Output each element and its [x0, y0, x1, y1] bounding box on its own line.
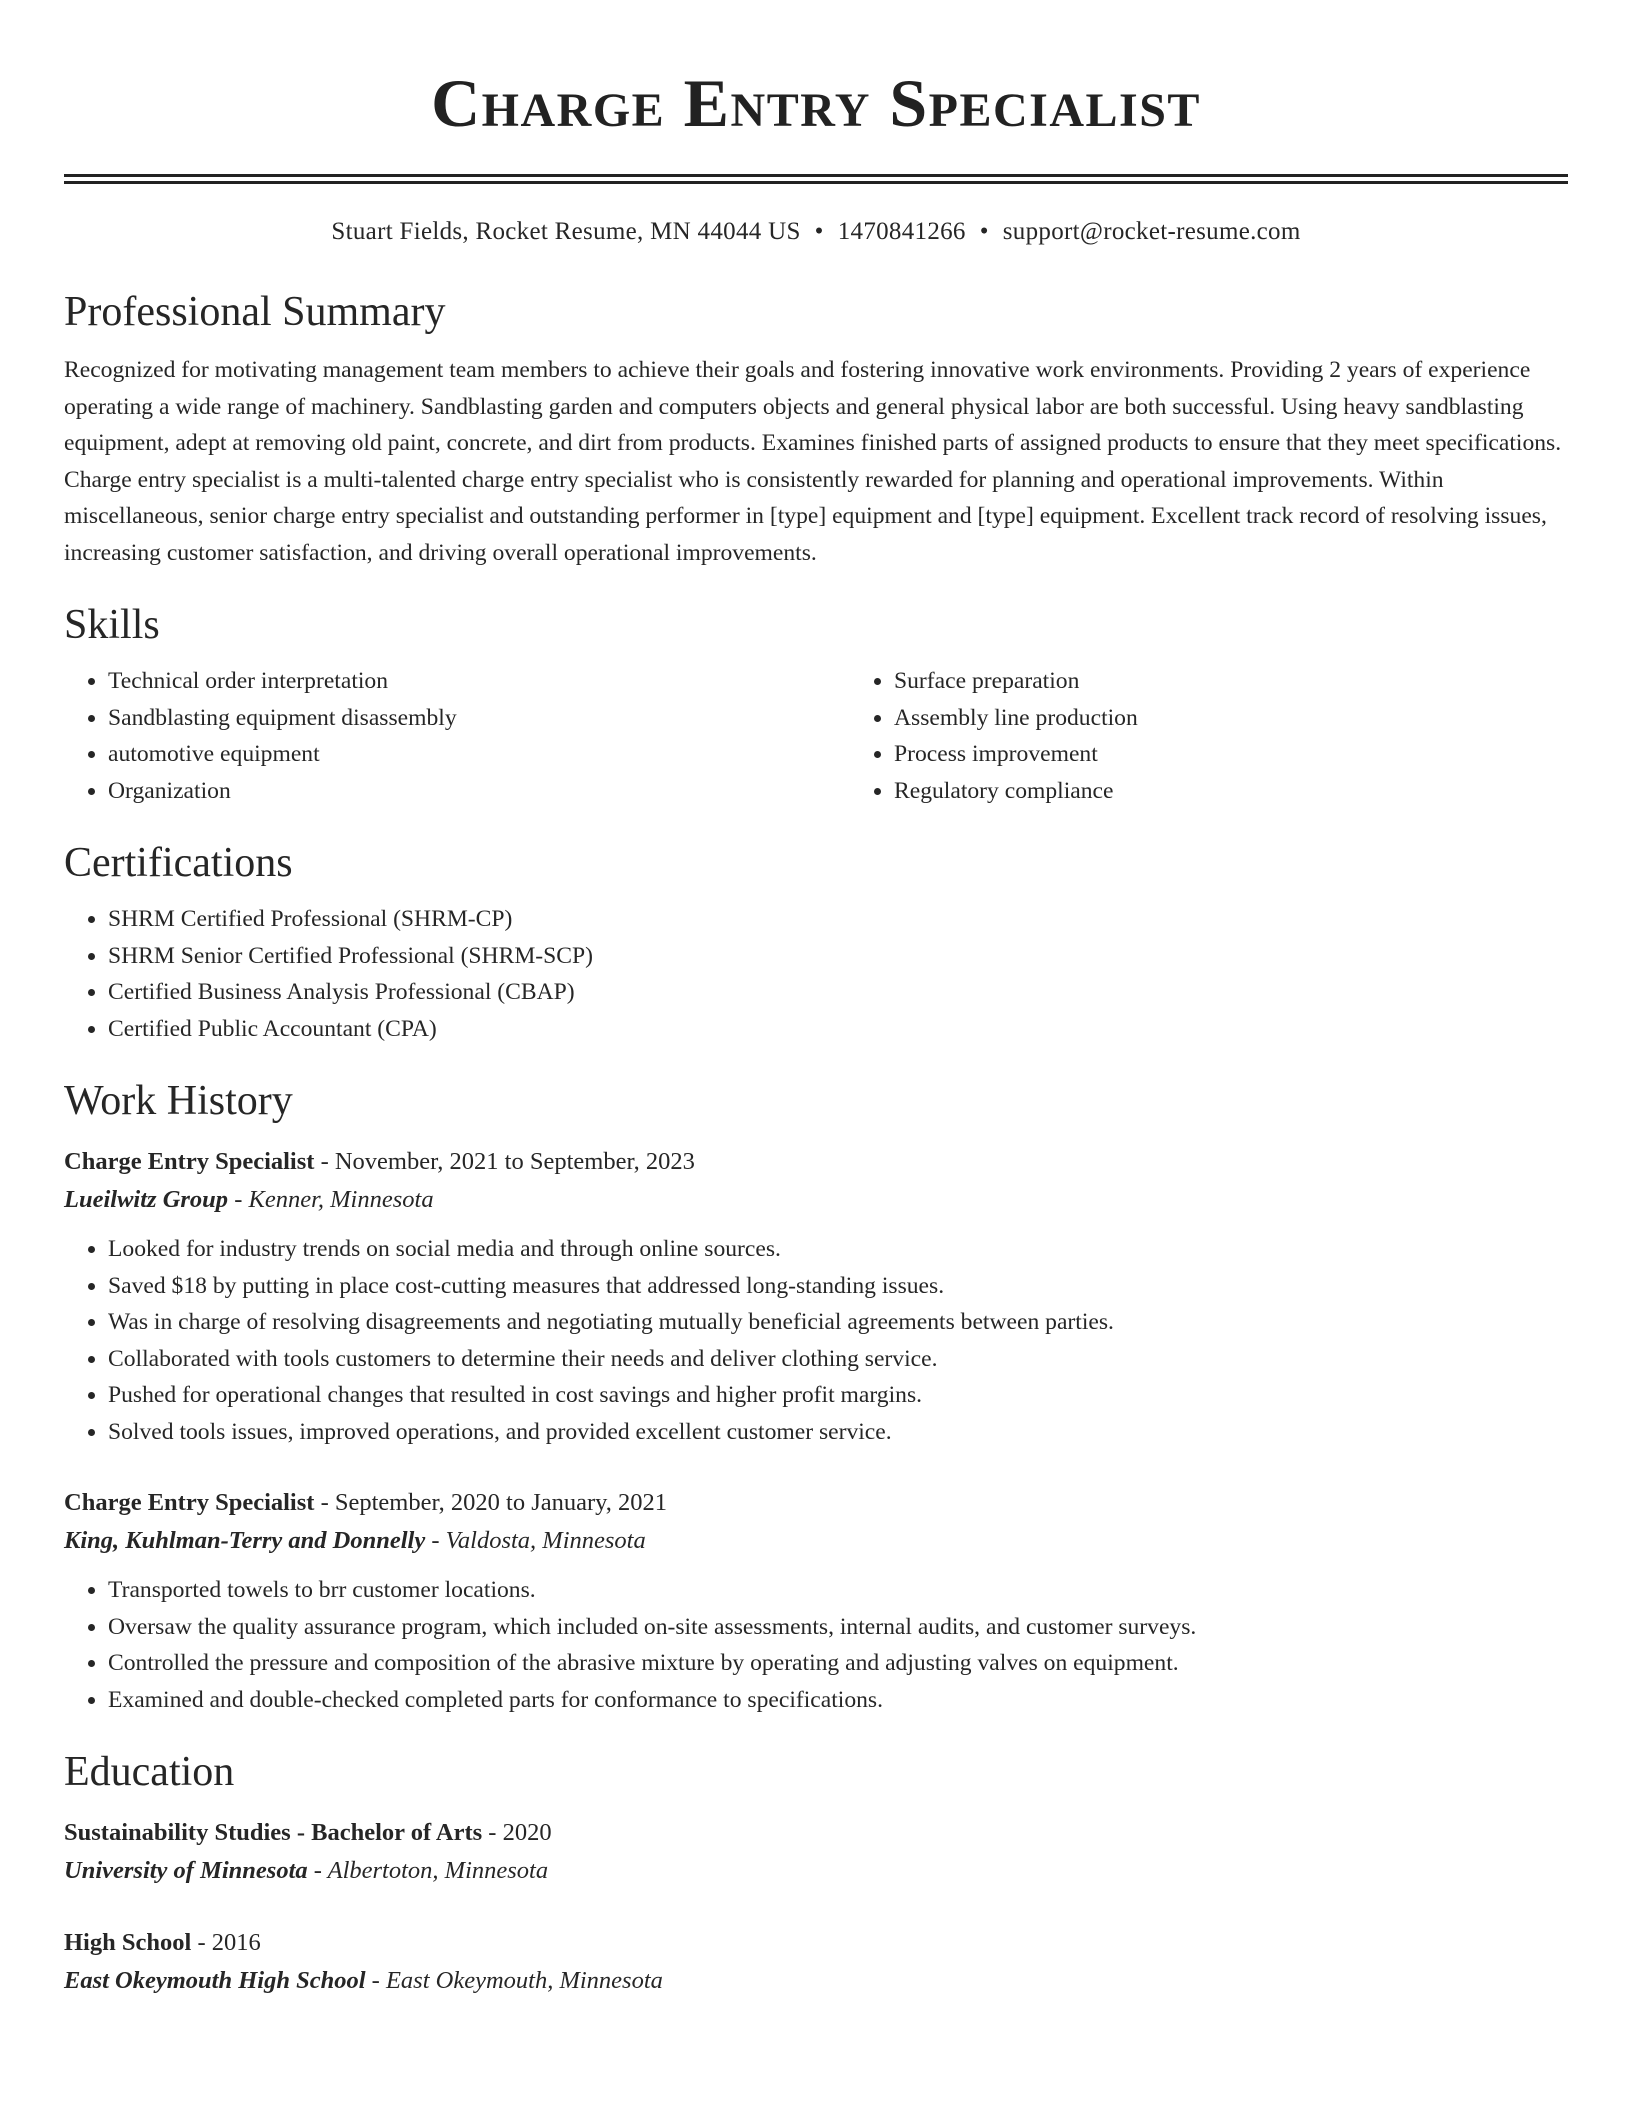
job-bullet: • Saved $18 by putting in place cost-cutting measures that addressed long-standing issues.: [108, 1268, 1568, 1305]
contact-email: support@rocket-resume.com: [1002, 218, 1301, 245]
skill-item: • Assembly line production: [894, 700, 1632, 737]
job-dates: September, 2020 to January, 2021: [334, 1489, 668, 1516]
contact-address: Stuart Fields, Rocket Resume, MN 44044 US: [331, 218, 801, 245]
certification-item: • Certified Business Analysis Professional (CBAP): [108, 974, 1568, 1011]
contact-separator: •: [814, 218, 824, 245]
skills-list: [64, 653, 1568, 809]
contact-separator: •: [979, 218, 989, 245]
education-school: East Okeymouth High School: [64, 1967, 366, 1994]
skills-heading: Skills: [64, 602, 160, 648]
skill-item: • Regulatory compliance: [894, 773, 1632, 810]
job-entry: [64, 1143, 1568, 1450]
education-degree: Sustainability Studies - Bachelor of Arts: [64, 1819, 483, 1846]
title-double-rule: [64, 174, 1568, 184]
skill-item: • Process improvement: [894, 736, 1632, 773]
job-title: Charge Entry Specialist: [64, 1148, 315, 1175]
education-year: 2020: [502, 1819, 552, 1846]
summary-text: Recognized for motivating management team members to achieve their goals and fostering innovative work environments. Providing 2 years of experience operating a wide range of machinery. Sandblasting garden and computers objects and general physical labor are both successful. Using heavy sandblasting equipment, adept at removing old paint, concrete, and dirt from products. Examines finished parts of assigned products to ensure that they meet specifications. Charge entry specialist is a multi-talented charge entry specialist who is consistently rewarded for planning and operational improvements. Within miscellaneous, senior charge entry specialist and outstanding performer in [type] equipment and [type] equipment. Excellent track record of resolving issues, increasing customer satisfaction, and driving overall operational improvements.: [64, 357, 1562, 566]
job-title-line: Charge Entry Specialist - November, 2021 to September, 2023: [64, 1148, 695, 1175]
job-title-line: Charge Entry Specialist - September, 2020 to January, 2021: [64, 1489, 668, 1516]
contact-phone: 1470841266: [837, 218, 966, 245]
skill-item: • Surface preparation: [894, 663, 1632, 700]
education-year: 2016: [211, 1929, 261, 1956]
resume-title: Charge Entry Specialist: [431, 65, 1201, 141]
education-location: East Okeymouth, Minnesota: [385, 1967, 663, 1994]
education-heading: Education: [64, 1749, 235, 1795]
job-bullet: • Examined and double-checked completed parts for conformance to specifications.: [108, 1682, 1568, 1719]
job-bullet: • Pushed for operational changes that resulted in cost savings and higher profit margins.: [108, 1377, 1568, 1414]
job-bullet: • Transported towels to brr customer locations.: [108, 1572, 1568, 1609]
certifications-list: [64, 901, 1568, 1047]
certification-item: • Certified Public Accountant (CPA): [108, 1011, 1568, 1048]
job-bullet: • Collaborated with tools customers to determine their needs and deliver clothing service.: [108, 1341, 1568, 1378]
skills-column-right: [850, 663, 1632, 809]
education-school-line: University of Minnesota - Albertoton, Minnesota: [64, 1857, 549, 1884]
skills-column-left: [64, 663, 850, 809]
job-dates: November, 2021 to September, 2023: [334, 1148, 695, 1175]
job-bullet: • Controlled the pressure and composition of the abrasive mixture by operating and adjusting valves on equipment.: [108, 1645, 1568, 1682]
job-bullets: [64, 1231, 1568, 1450]
job-entry: [64, 1484, 1568, 1718]
education-location: Albertoton, Minnesota: [327, 1857, 549, 1884]
certifications-heading: Certifications: [64, 840, 293, 886]
work-history-heading: Work History: [64, 1078, 293, 1124]
certification-item: • SHRM Certified Professional (SHRM-CP): [108, 901, 1568, 938]
job-company-line: Lueilwitz Group - Kenner, Minnesota: [64, 1186, 434, 1213]
contact-line: [64, 214, 1568, 250]
education-school-line: East Okeymouth High School - East Okeymouth, Minnesota: [64, 1967, 663, 1994]
education-degree-line: High School - 2016: [64, 1929, 261, 1956]
skill-item: • automotive equipment: [108, 736, 850, 773]
job-location: Kenner, Minnesota: [248, 1186, 434, 1213]
job-title: Charge Entry Specialist: [64, 1489, 315, 1516]
job-location: Valdosta, Minnesota: [445, 1527, 646, 1554]
skill-item: • Technical order interpretation: [108, 663, 850, 700]
job-bullet: • Oversaw the quality assurance program, which included on-site assessments, internal audits, and customer surveys.: [108, 1609, 1568, 1646]
skill-item: • Sandblasting equipment disassembly: [108, 700, 850, 737]
education-school: University of Minnesota: [64, 1857, 308, 1884]
job-bullet: • Looked for industry trends on social media and through online sources.: [108, 1231, 1568, 1268]
summary-heading: Professional Summary: [64, 289, 446, 335]
job-bullet: • Was in charge of resolving disagreements and negotiating mutually beneficial agreements between parties.: [108, 1304, 1568, 1341]
education-degree: High School: [64, 1929, 192, 1956]
education-entry: [64, 1814, 1568, 1890]
job-bullets: [64, 1572, 1568, 1718]
job-company-line: King, Kuhlman-Terry and Donnelly - Valdosta, Minnesota: [64, 1527, 646, 1554]
education-degree-line: Sustainability Studies - Bachelor of Arts - 2020: [64, 1819, 552, 1846]
certification-item: • SHRM Senior Certified Professional (SHRM-SCP): [108, 938, 1568, 975]
job-company: Lueilwitz Group: [64, 1186, 229, 1213]
job-company: King, Kuhlman-Terry and Donnelly: [64, 1527, 426, 1554]
job-bullet: • Solved tools issues, improved operations, and provided excellent customer service.: [108, 1414, 1568, 1451]
education-entry: [64, 1924, 1568, 2000]
skill-item: • Organization: [108, 773, 850, 810]
